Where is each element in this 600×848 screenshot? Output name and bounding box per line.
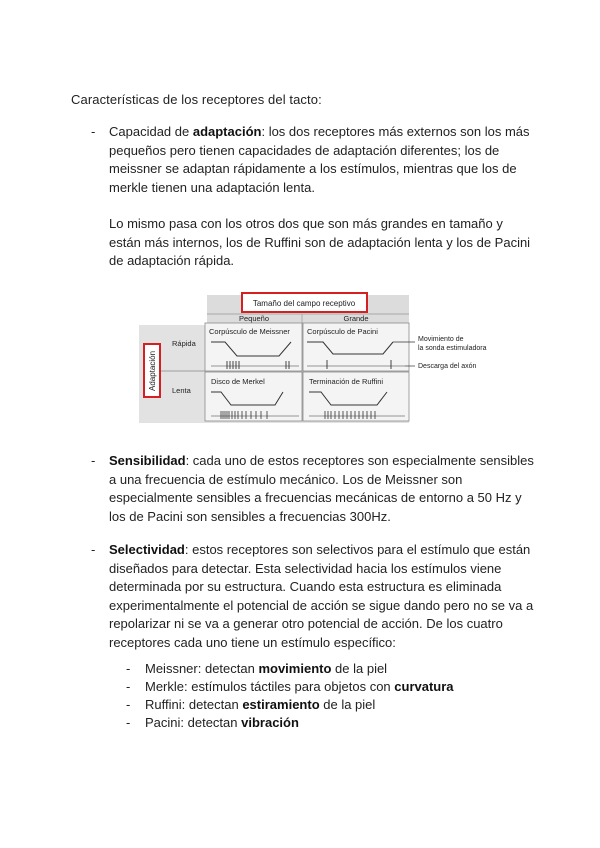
adaptacion-lead: Capacidad de [109, 124, 193, 139]
bullet-dash: - [126, 679, 131, 694]
receptor-item-meissner [126, 660, 454, 678]
term-sensibilidad: Sensibilidad [109, 453, 186, 468]
term-selectividad: Selectividad [109, 542, 185, 557]
bullet-dash: - [126, 661, 131, 676]
cell-merkel-label: Disco de Merkel [211, 377, 265, 386]
cell-pacini-label: Corpúsculo de Pacini [307, 327, 378, 336]
bullet-dash: - [91, 453, 96, 468]
cell-ruffini-label: Terminación de Ruffini [309, 377, 384, 386]
receptor-stimulus: vibración [241, 715, 299, 730]
receptor-stimulus: movimiento [258, 661, 332, 676]
cell-meissner-label: Corpúsculo de Meissner [209, 327, 290, 336]
receptor-item-merkle [126, 678, 454, 696]
row-fast-label: Rápida [172, 339, 196, 348]
paragraph-sensibilidad [109, 452, 536, 526]
list-item-selectividad [91, 541, 536, 652]
selectividad-text: : estos receptores son selectivos para el estímulo que están diseñados para detectar. Esta selectividad hacia los estímulos viene determinada por su estructura. Cuando esta estructura es eliminada experimentalmente el potencial de acción se sigue dando pero no se va a repolarizar ni se va a generar otro potencial de acción. De los cuatro receptores cada uno tiene un estímulo específico: [109, 542, 534, 650]
bullet-dash: - [126, 697, 131, 712]
receptor-text: Ruffini: detectan [145, 697, 243, 712]
receptor-text: Meissner: detectan [145, 661, 259, 676]
receptor-item-ruffini [126, 696, 454, 714]
sensibilidad-text: : cada uno de estos receptores son especialmente sensibles a una frecuencia de estímulo mecánico. Los de Meissner son especialmente sensibles a frecuencias mecánicas de entorno a 50 Hz y los de Pacini son sensibles a frecuencias 300Hz. [109, 453, 534, 524]
receptor-text: de la piel [331, 661, 388, 676]
receptor-text: Merkle: estímulos táctiles para objetos con [145, 679, 395, 694]
row-slow-label: Lenta [172, 386, 191, 395]
receptor-list [126, 660, 454, 732]
term-adaptacion: adaptación [192, 124, 262, 139]
receptor-item-pacini [126, 714, 454, 732]
bullet-dash: - [91, 542, 96, 557]
receptor-figure [139, 292, 537, 423]
note-probe-line2: la sonda estimuladora [418, 345, 487, 352]
axis-label: Adaptación [148, 350, 157, 392]
receptor-stimulus: estiramiento [242, 697, 320, 712]
bullet-dash: - [126, 715, 131, 730]
col-large-label: Grande [343, 314, 369, 323]
figure-header: Tamaño del campo receptivo [252, 299, 356, 308]
page-title: Características de los receptores del tacto: [71, 92, 322, 107]
paragraph-selectividad [109, 541, 536, 652]
note-axon: Descarga del axón [418, 363, 477, 370]
list-item-sensibilidad [91, 452, 536, 526]
receptor-text: de la piel [319, 697, 376, 712]
paragraph-adaptacion-2: Lo mismo pasa con los otros dos que son más grandes en tamaño y están más internos, los de Ruffini son de adaptación lenta y los de Pacini de adaptación rápida. [109, 216, 531, 268]
paragraph-adaptacion [109, 123, 536, 197]
col-small-label: Pequeño [238, 314, 270, 323]
receptor-text: Pacini: detectan [145, 715, 242, 730]
list-item-adaptacion [91, 123, 536, 271]
bullet-dash: - [91, 124, 96, 139]
note-probe-line1: Movimiento de [418, 336, 464, 343]
receptor-stimulus: curvatura [394, 679, 454, 694]
adaptacion-text: : los dos receptores más externos son los más pequeños pero tienen capacidades de adaptación diferentes; los de meissner se adaptan rápidamente a los estímulos, mientras que los de merkle tienen una adaptación lenta. [109, 124, 530, 195]
